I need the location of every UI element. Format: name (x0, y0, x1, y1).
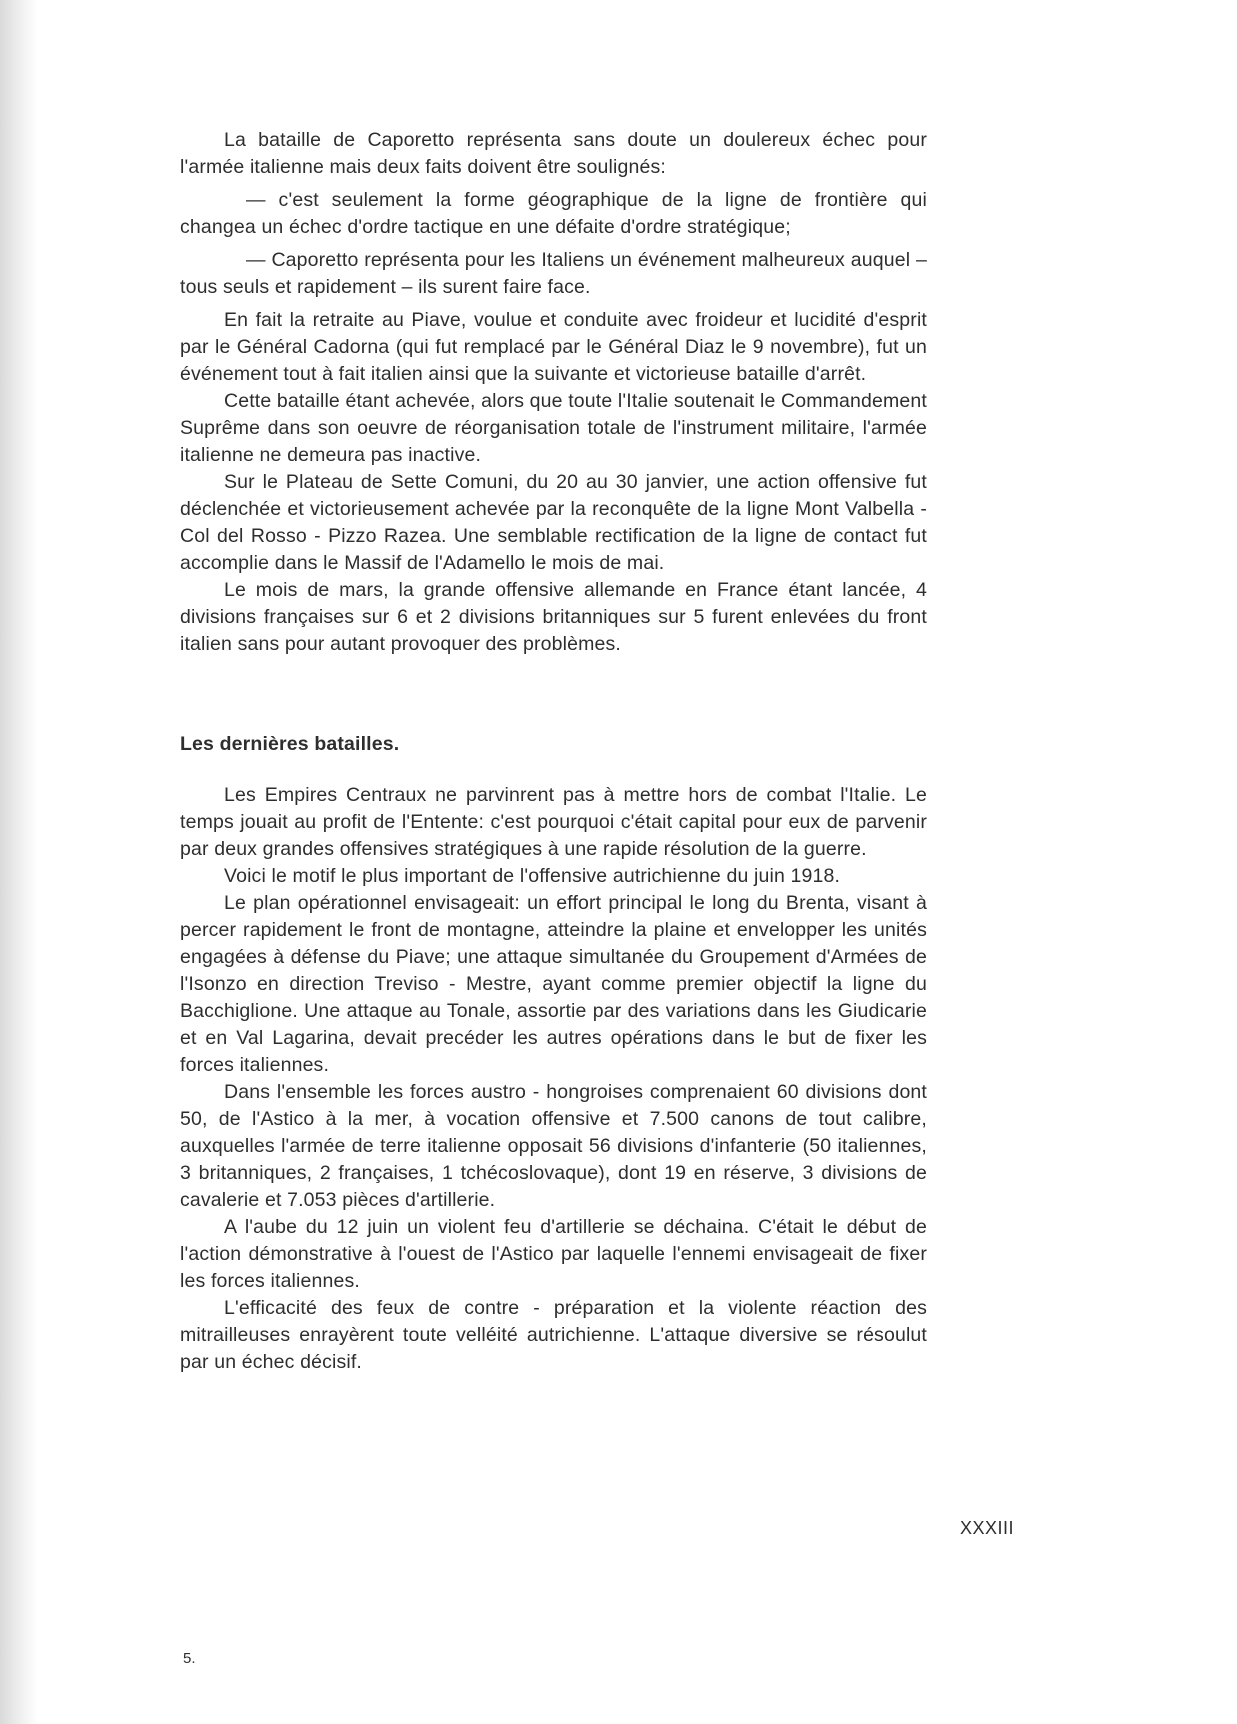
paragraph-operational-plan: Le plan opérationnel envisageait: un effort principal le long du Brenta, visant à percer rapidement le front de montagne, atteindre la plaine et envelopper les unités engagées à défense du Piave; une attaque simultanée du Groupement d'Armées de l'Isonzo en direction Treviso - Mestre, ayant comme premier objectif la ligne du Bacchiglione. Une attaque au Tonale, assortie par des variations dans les Giudicarie et en Val Lagarina, devait precéder les autres opérations dans le but de fixer les forces italiennes. (180, 892, 927, 1076)
paragraph-june-offensive: Voici le motif le plus important de l'offensive autrichienne du juin 1918. (224, 865, 841, 887)
paragraph-german-offensive: Le mois de mars, la grande offensive allemande en France étant lancée, 4 divisions françaises sur 6 et 2 divisions britanniques sur 5 furent enlevées du front italien sans pour autant provoquer des problèmes. (180, 579, 927, 655)
paragraph-caporetto-intro: La bataille de Caporetto représenta sans doute un doulereux échec pour l'armée italienne mais deux faits doivent être soulignés: (180, 129, 927, 178)
paragraph-retreat-piave: En fait la retraite au Piave, voulue et conduite avec froideur et lucidité d'esprit par le Général Cadorna (qui fut remplacé par le Général Diaz le 9 novembre), fut un événement tout à fait italien ainsi que la suivante et victorieuse bataille d'arrêt. (180, 309, 927, 385)
page-gutter-shadow (0, 0, 38, 1724)
paragraph-reorganisation: Cette bataille étant achevée, alors que toute l'Italie soutenait le Commandement Suprême dans son oeuvre de réorganisation totale de l'instrument militaire, l'armée italienne ne demeura pas inactive. (180, 390, 927, 466)
paragraph-central-empires: Les Empires Centraux ne parvinrent pas à mettre hors de combat l'Italie. Le temps jouait au profit de l'Entente: c'est pourquoi c'était capital pour eux de parvenir par deux grandes offensives stratégiques à une rapide résolution de la guerre. (180, 784, 927, 860)
paragraph-dash-geography: — c'est seulement la forme géographique de la ligne de frontière qui changea un échec d'ordre tactique en une défaite d'ordre stratégique; (180, 189, 927, 238)
body-text (180, 127, 927, 1376)
page-number: 5. (183, 1650, 196, 1667)
paragraph-june-12: A l'aube du 12 juin un violent feu d'artillerie se déchaina. C'était le début de l'action démonstrative à l'ouest de l'Astico par laquelle l'ennemi envisageait de fixer les forces italiennes. (180, 1216, 927, 1292)
paragraph-sette-comuni: Sur le Plateau de Sette Comuni, du 20 au 30 janvier, une action offensive fut déclenchée et victorieusement achevée par la reconquête de la ligne Mont Valbella - Col del Rosso - Pizzo Razea. Une semblable rectification de la ligne de contact fut accomplie dans le Massif de l'Adamello le mois de mai. (180, 471, 927, 574)
margin-folio: XXXIII (960, 1518, 1015, 1538)
paragraph-counter-preparation: L'efficacité des feux de contre - préparation et la violente réaction des mitrailleuses enrayèrent toute velléité autrichienne. L'attaque diversive se résoulut par un échec décisif. (180, 1297, 927, 1373)
paragraph-forces: Dans l'ensemble les forces austro - hongroises comprenaient 60 divisions dont 50, de l'Astico à la mer, à vocation offensive et 7.500 canons de tout calibre, auxquelles l'armée de terre italienne opposait 56 divisions d'infanterie (50 italiennes, 3 britanniques, 2 françaises, 1 tchécoslovaque), dont 19 en réserve, 3 divisions de cavalerie et 7.053 pièces d'artillerie. (180, 1081, 927, 1211)
section-heading: Les dernières batailles. (180, 733, 400, 755)
paragraph-dash-event: — Caporetto représenta pour les Italiens un événement malheureux auquel – tous seuls et rapidement – ils surent faire face. (180, 249, 927, 298)
